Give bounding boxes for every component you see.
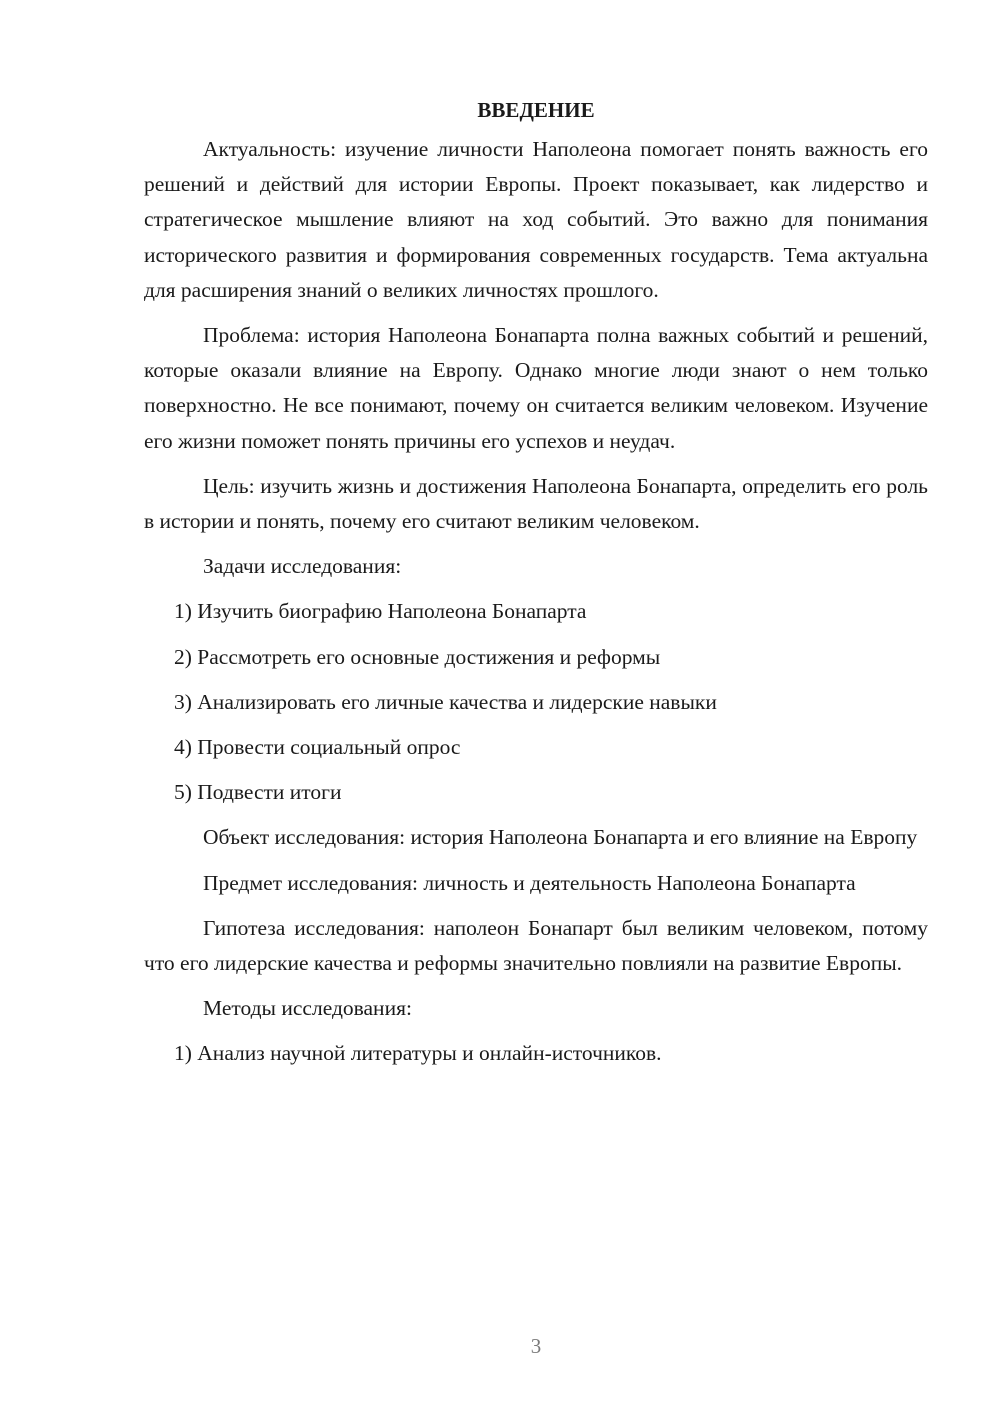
document-page [144,92,928,1082]
tasks-list [144,594,928,810]
list-item: 5) Подвести итоги [174,780,342,805]
goal-paragraph: Цель: изучить жизнь и достижения Наполеона Бонапарта, определить его роль в истории и понять, почему его считают великим человеком. [144,473,928,534]
tasks-title: Задачи исследования: [203,554,402,579]
problem-paragraph: Проблема: история Наполеона Бонапарта полна важных событий и решений, которые оказали влияние на Европу. Однако многие люди знают о нем только поверхностно. Не все понимают, почему он считается великим человеком. Изучение его жизни поможет понять причины его успехов и неудач. [144,323,928,453]
methods-list [144,1036,928,1071]
page-number: 3 [530,1334,542,1358]
list-item: 4) Провести социальный опрос [174,735,461,760]
hypothesis-paragraph: Гипотеза исследования: наполеон Бонапарт был великим человеком, потому что его лидерские качества и реформы значительно повлияли на развитие Европы. [144,915,928,976]
list-item: 1) Анализ научной литературы и онлайн-источников. [174,1041,662,1066]
subject-paragraph: Предмет исследования: личность и деятельность Наполеона Бонапарта [203,870,856,895]
section-heading: ВВЕДЕНИЕ [477,98,595,122]
relevance-paragraph: Актуальность: изучение личности Наполеона помогает понять важность его решений и действий для истории Европы. Проект показывает, как лидерство и стратегическое мышление влияют на ход событий. Это важно для понимания исторического развития и формирования современных государств. Тема актуальна для расширения знаний о великих личностях прошлого. [144,137,928,302]
methods-title: Методы исследования: [203,996,412,1021]
object-paragraph: Объект исследования: история Наполеона Бонапарта и его влияние на Европу [203,825,918,850]
list-item: 2) Рассмотреть его основные достижения и реформы [174,644,661,669]
list-item: 3) Анализировать его личные качества и лидерские навыки [174,689,717,714]
list-item: 1) Изучить биографию Наполеона Бонапарта [174,599,587,624]
